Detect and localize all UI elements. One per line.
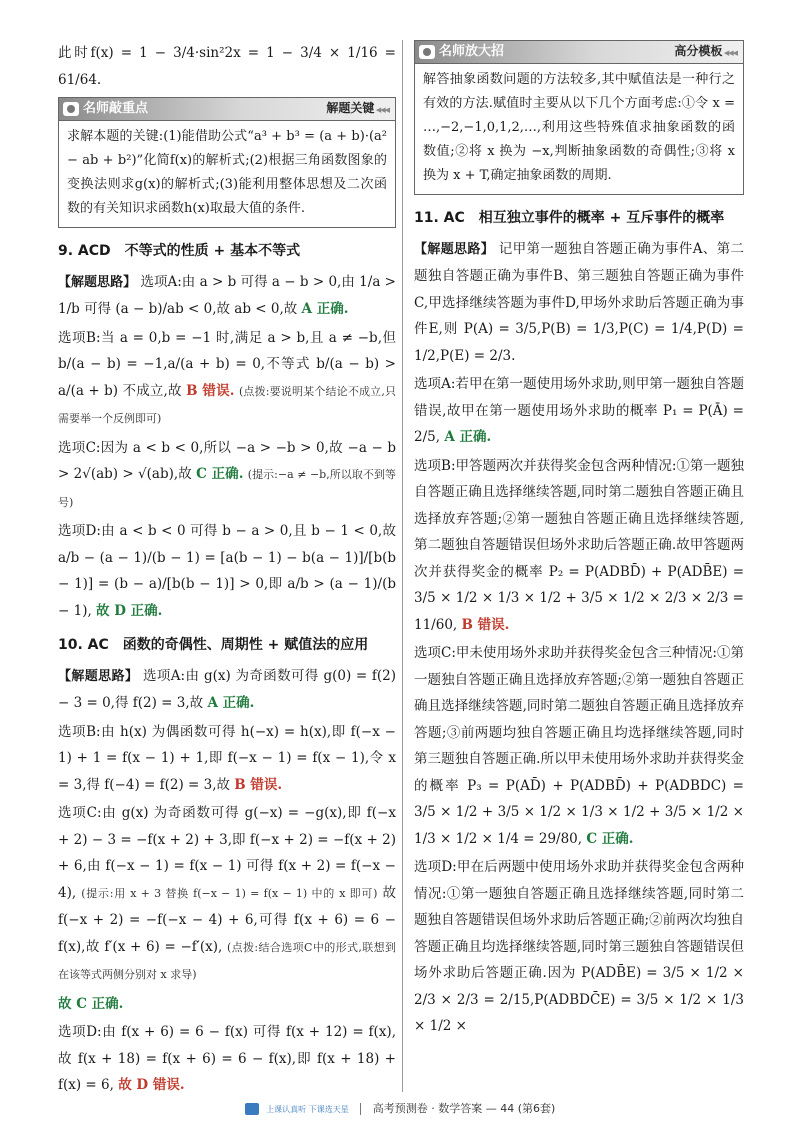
q9-b-note: (点拨:要说明某个结论不成立,只需要举一个反例即可) bbox=[58, 384, 396, 425]
template-box-tag: 高分模板 ◀◀◀ bbox=[674, 39, 737, 65]
q9-heading: 9. ACD 不等式的性质 + 基本不等式 bbox=[58, 243, 301, 259]
q9-option-d bbox=[58, 518, 396, 624]
template-box-title bbox=[419, 40, 504, 64]
q11-a-text: 选项A:若甲在第一题使用场外求助,则甲第一题独自答题错误,故甲在第一题使用场外求助的概率 P₁ = P(Ā) = 2/5, bbox=[414, 376, 744, 445]
teacher-icon bbox=[419, 45, 435, 59]
column-divider bbox=[402, 40, 403, 1092]
q9-tag: 【解题思路】 bbox=[58, 274, 137, 290]
q11-tag: 【解题思路】 bbox=[414, 241, 495, 257]
q11-intro-text: 记甲第一题独自答题正确为事件A、第二题独自答题正确为事件B、第三题独自答题正确为事件C,甲选择继续答题为事件D,甲场外求助后答题正确为事件E,则 P(A) = 3/5,P(B) = 1/3,P(C) = 1/4,P(D) = 1/2,P(E) = 2/3. bbox=[414, 240, 745, 364]
key-point-box bbox=[58, 97, 396, 228]
footer-text: 高考预测卷 · 数学答案 — 44 (第6套) bbox=[372, 1102, 556, 1115]
q11-b-result: B 错误. bbox=[461, 616, 510, 633]
q9-b-result: B 错误. bbox=[186, 382, 235, 399]
key-point-box-header bbox=[59, 98, 395, 121]
q11-a-result: A 正确. bbox=[444, 429, 492, 445]
q9-c-text: 选项C:因为 a < b < 0,所以 −a > −b > 0,故 −a − b > 2√(ab) > √(ab),故 bbox=[58, 439, 396, 482]
q9-c-note: (提示:−a ≠ −b,所以取不到等号) bbox=[58, 468, 396, 509]
q9-a-text: 选项A:由 a > b 可得 a − b > 0,由 1/a > 1/b 可得 (a − b)/ab < 0,故 ab < 0,故 bbox=[58, 273, 396, 317]
key-point-box-body: 求解本题的关键:(1)能借助公式“a³ + b³ = (a + b)·(a² − ab + b²)”化简f(x)的解析式;(2)根据三角函数图象的变换法则求g(x)的解析式;(3)能利用整体思想及二次函数的有关知识求函数h(x)取最大值的条件. bbox=[67, 129, 387, 216]
key-point-title-text: 名师敲重点 bbox=[83, 101, 149, 116]
q9-option-b bbox=[58, 325, 396, 433]
q10-option-d bbox=[58, 1019, 396, 1099]
q11-b-text: 选项B:甲答题两次并获得奖金包含两种情况:①第一题独自答题正确且选择继续答题,同时第二题独自答题正确且选择放弃答题;②第一题独自答题正确且选择继续答题,第二题独自答题错误但场外求助后答题正确.故甲答题两次并获得奖金的概率 P₂ = P(ADBD̄) + P(ADB̄E) = 3/5 × 1/2 × 1/3 × 1/2 + 3/5 × 1/2 × 2/3 × 2/3 = 11/60, bbox=[414, 457, 744, 633]
q11-option-a bbox=[414, 371, 744, 451]
q10-c-note2: (点拨:结合选项C中的形式,联想到在该等式两侧分别对 x 求导) bbox=[58, 940, 396, 981]
q9-d-result: 故 D 正确. bbox=[96, 602, 163, 619]
q11-c-text: 选项C:甲未使用场外求助并获得奖金包含三种情况:①第一题独自答题正确且选择放弃答题;②第一题独自答题正确且选择继续答题,同时第二题独自答题正确且选择放弃答题;③前两题均独自答题正确且均选择继续答题,同时第三题独自答题正确.所以甲未使用场外求助并获得奖金的概率 P₃ = P(AD̄) + P(ADBD̄) + P(ADBDC) = 3/5 × 1/2 + 3/5 × 1/2 × 1/3 × 1/2 + 3/5 × 1/2 × 1/3 × 1/2 × 1/4 = 29/80, bbox=[414, 645, 744, 847]
publisher-brand: 上课认真听 下课选天星 bbox=[266, 1104, 349, 1114]
q11-option-d: 选项D:甲在后两题中使用场外求助并获得奖金包含两种情况:①第一题独自答题正确且选择继续答题,同时第二题独自答题错误但场外求助后答题正确;②前两次均独自答题正确且均选择继续答题,同时第三题独自答题错误但场外求助后答题正确.因为 P(ADB̄E) = 3/5 × 1/2 × 2/3 × 2/3 = 2/15,P(ADBDC̄E) = 3/5 × 1/2 × 1/3 × 1/2 × bbox=[414, 859, 744, 1034]
q9-d-text: 选项D:由 a < b < 0 可得 b − a > 0,且 b − 1 < 0,故 a/b − (a − 1)/(b − 1) = [a(b − 1) − b(a − 1)]/[b(b − 1)] = (b − a)/[b(b − 1)] > 0,即 a/b > (a − 1)/(b − 1), bbox=[58, 523, 396, 619]
right-column bbox=[414, 40, 744, 1042]
q10-d-result: 故 D 错误. bbox=[118, 1077, 185, 1093]
footer-separator bbox=[360, 1103, 361, 1115]
q9-option-a bbox=[58, 269, 396, 323]
publisher-logo-icon bbox=[245, 1103, 259, 1115]
template-box-body: 解答抽象函数问题的方法较多,其中赋值法是一种行之有效的方法.赋值时主要从以下几个方面考虑:①令 x = …,−2,−1,0,1,2,…,利用这些特殊值求抽象函数的函数值;②将 x 换为 −x,判断抽象函数的奇偶性;③将 x 换为 x + T,确定抽象函数的周期. bbox=[423, 72, 735, 183]
q10-heading: 10. AC 函数的奇偶性、周期性 + 赋值法的应用 bbox=[58, 637, 369, 653]
q11-c-result: C 正确. bbox=[586, 830, 634, 847]
key-point-box-tag: 解题关键 ◀◀◀ bbox=[326, 96, 389, 122]
q10-a-result: A 正确. bbox=[207, 695, 255, 711]
q10-c-text: 选项C:由 g(x) 为奇函数可得 g(−x) = −g(x),即 f(−x + 2) − 3 = −f(x + 2) + 3,即 f(−x + 2) = −f(x + 2) + 6,由 f(−x − 1) = f(x − 1) 可得 f(x + 2) = f(−x − 4), bbox=[58, 805, 396, 901]
template-box-header bbox=[415, 41, 743, 64]
q10-a-text: 选项A:由 g(x) 为奇函数可得 g(0) = f(2) − 3 = 0,得 f(2) = 3,故 bbox=[58, 667, 396, 711]
q10-c-result-line bbox=[58, 991, 396, 1018]
q10-c-note1: (提示:用 x + 3 替换 f(−x − 1) = f(x − 1) 中的 x 即可) bbox=[81, 886, 378, 900]
q11-intro bbox=[414, 236, 744, 370]
q10-c-text2: 故 f(−x + 2) = −f(−x − 4) + 6,可得 f(x + 6) = 6 − f(x),故 f′(x + 6) = −f′(x), bbox=[58, 884, 396, 955]
intro-line: 此时f(x) = 1 − 3/4·sin²2x = 1 − 3/4 × 1/16 = 61/64. bbox=[58, 45, 396, 88]
key-point-box-title bbox=[63, 97, 148, 121]
q10-tag: 【解题思路】 bbox=[58, 668, 139, 684]
q9-b-text: 选项B:当 a = 0,b = −1 时,满足 a > b,且 a ≠ −b,但 b/(a − b) = −1,a/(a + b) = 0,不等式 b/(a − b) > a/(a + b) 不成立,故 bbox=[58, 329, 396, 399]
template-title-text: 名师放大招 bbox=[439, 44, 505, 59]
q9-option-c bbox=[58, 435, 396, 517]
q10-d-text: 选项D:由 f(x + 6) = 6 − f(x) 可得 f(x + 12) = f(x),故 f(x + 18) = f(x + 6) = 6 − f(x),即 f(x + 18) + f(x) = 6, bbox=[58, 1024, 396, 1093]
q10-c-result: 故 C 正确. bbox=[58, 995, 124, 1012]
q10-option-c bbox=[58, 800, 396, 989]
q11-heading: 11. AC 相互独立事件的概率 + 互斥事件的概率 bbox=[414, 210, 725, 226]
left-column bbox=[58, 40, 396, 1101]
page-footer bbox=[0, 1100, 800, 1116]
q10-option-b bbox=[58, 719, 396, 799]
q10-b-text: 选项B:由 h(x) 为偶函数可得 h(−x) = h(x),即 f(−x − 1) + 1 = f(x − 1) + 1,即 f(−x − 1) = f(x − 1),令 x = 3,得 f(−4) = f(2) = 3,故 bbox=[58, 723, 396, 793]
q10-b-result: B 错误. bbox=[234, 776, 283, 793]
q11-option-b bbox=[414, 453, 744, 639]
template-box bbox=[414, 40, 744, 195]
q9-a-result: A 正确. bbox=[301, 301, 349, 317]
teacher-icon bbox=[63, 102, 79, 116]
q9-c-result: C 正确. bbox=[196, 466, 244, 482]
q10-option-a bbox=[58, 663, 396, 717]
q11-option-c bbox=[414, 640, 744, 852]
